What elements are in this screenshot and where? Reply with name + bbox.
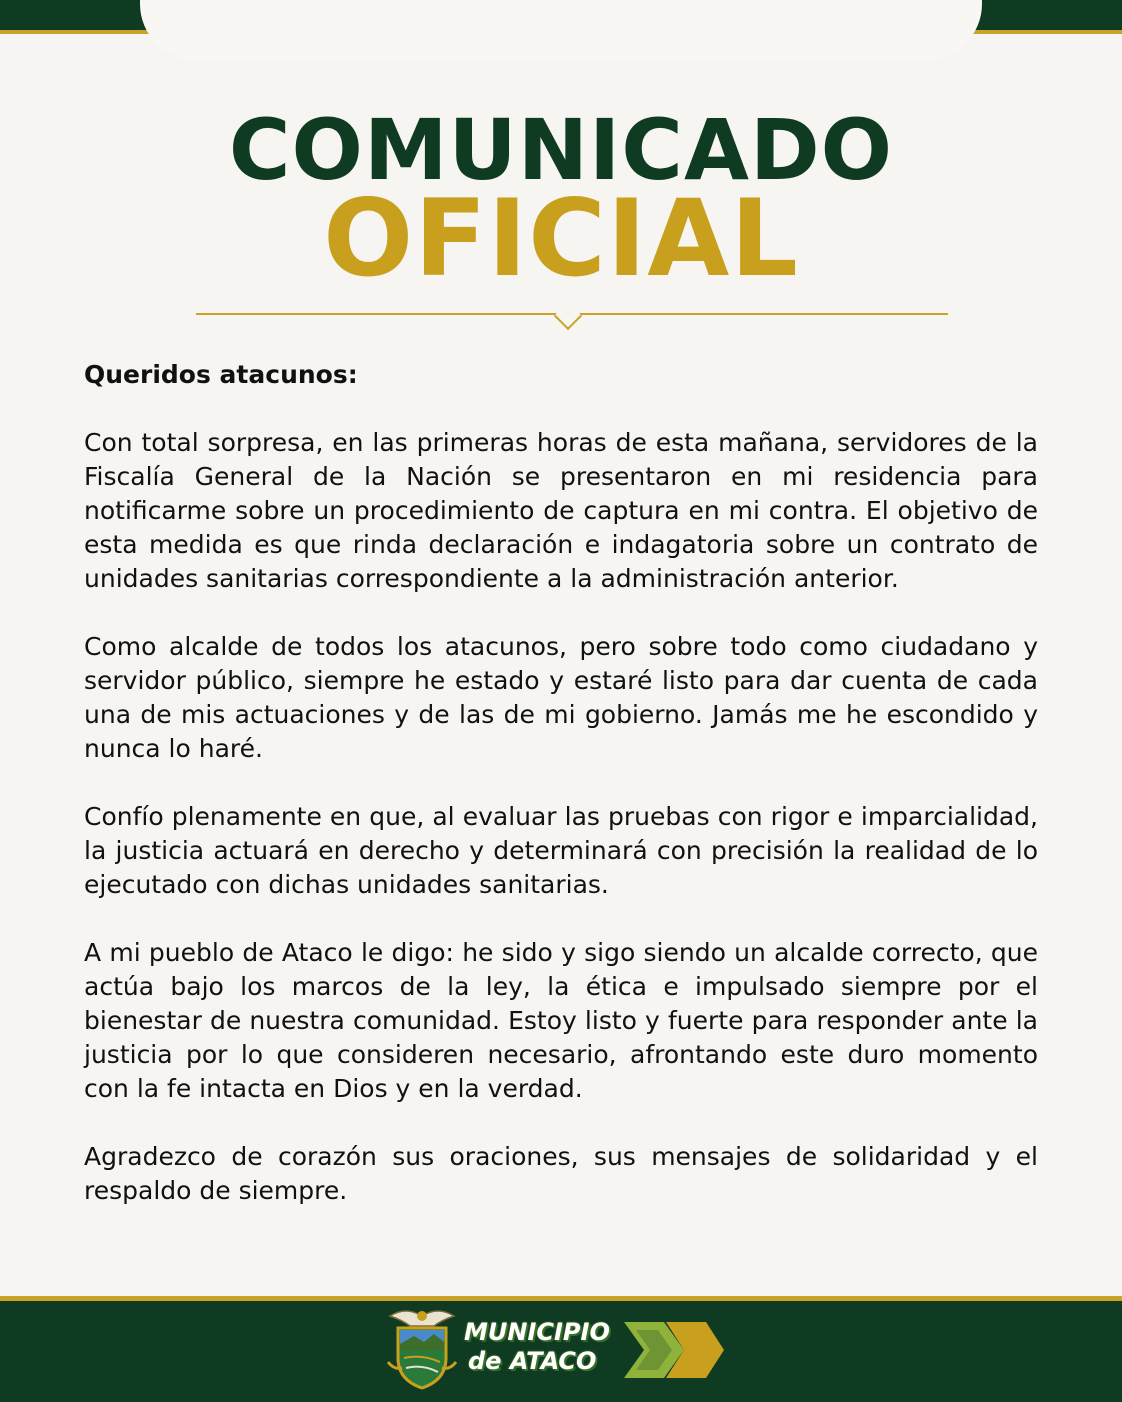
page-title-line2: OFICIAL bbox=[323, 177, 799, 300]
coat-of-arms-icon bbox=[384, 1306, 460, 1392]
letter-body bbox=[84, 358, 1038, 1242]
double-chevron-right-icon bbox=[622, 1320, 726, 1380]
letter-paragraph-4: A mi pueblo de Ataco le digo: he sido y sigo siendo un alcalde correcto, que actúa bajo los marcos de la ley, la ética e impulsado siempre por el bienestar de nuestra comunidad. Estoy listo y fuerte para responder ante la justicia por lo que consideren necesario, afrontando este duro momento con la fe intacta en Dios y en la verdad. bbox=[84, 938, 1038, 1103]
logo-line2: de ATACO bbox=[468, 1347, 597, 1375]
letter-paragraph-5: Agradezco de corazón sus oraciones, sus mensajes de solidaridad y el respaldo de siempre. bbox=[84, 1142, 1038, 1205]
page-title-line1: COMUNICADO bbox=[228, 101, 894, 199]
municipality-logo-text bbox=[464, 1318, 624, 1376]
divider-notch bbox=[554, 302, 582, 330]
letter-greeting: Queridos atacunos: bbox=[84, 360, 358, 389]
letter-paragraph-1: Con total sorpresa, en las primeras horas de esta mañana, servidores de la Fiscalía General de la Nación se presentaron en mi residencia para notificarme sobre un procedimiento de captura en mi contra. El objetivo de esta medida es que rinda declaración e indagatoria sobre un contrato de unidades sanitarias correspondiente a la administración anterior. bbox=[84, 428, 1038, 593]
header-tab bbox=[140, 0, 982, 60]
logo-line1: MUNICIPIO bbox=[464, 1318, 610, 1346]
letter-paragraph-2: Como alcalde de todos los atacunos, pero sobre todo como ciudadano y servidor público, siempre he estado y estaré listo para dar cuenta de cada una de mis actuaciones y de las de mi gobierno. Jamás me he escondido y nunca lo haré. bbox=[84, 632, 1038, 763]
letter-paragraph-3: Confío plenamente en que, al evaluar las pruebas con rigor e imparcialidad, la justicia actuará en derecho y determinará con precisión la realidad de lo ejecutado con dichas unidades sanitarias. bbox=[84, 802, 1038, 899]
